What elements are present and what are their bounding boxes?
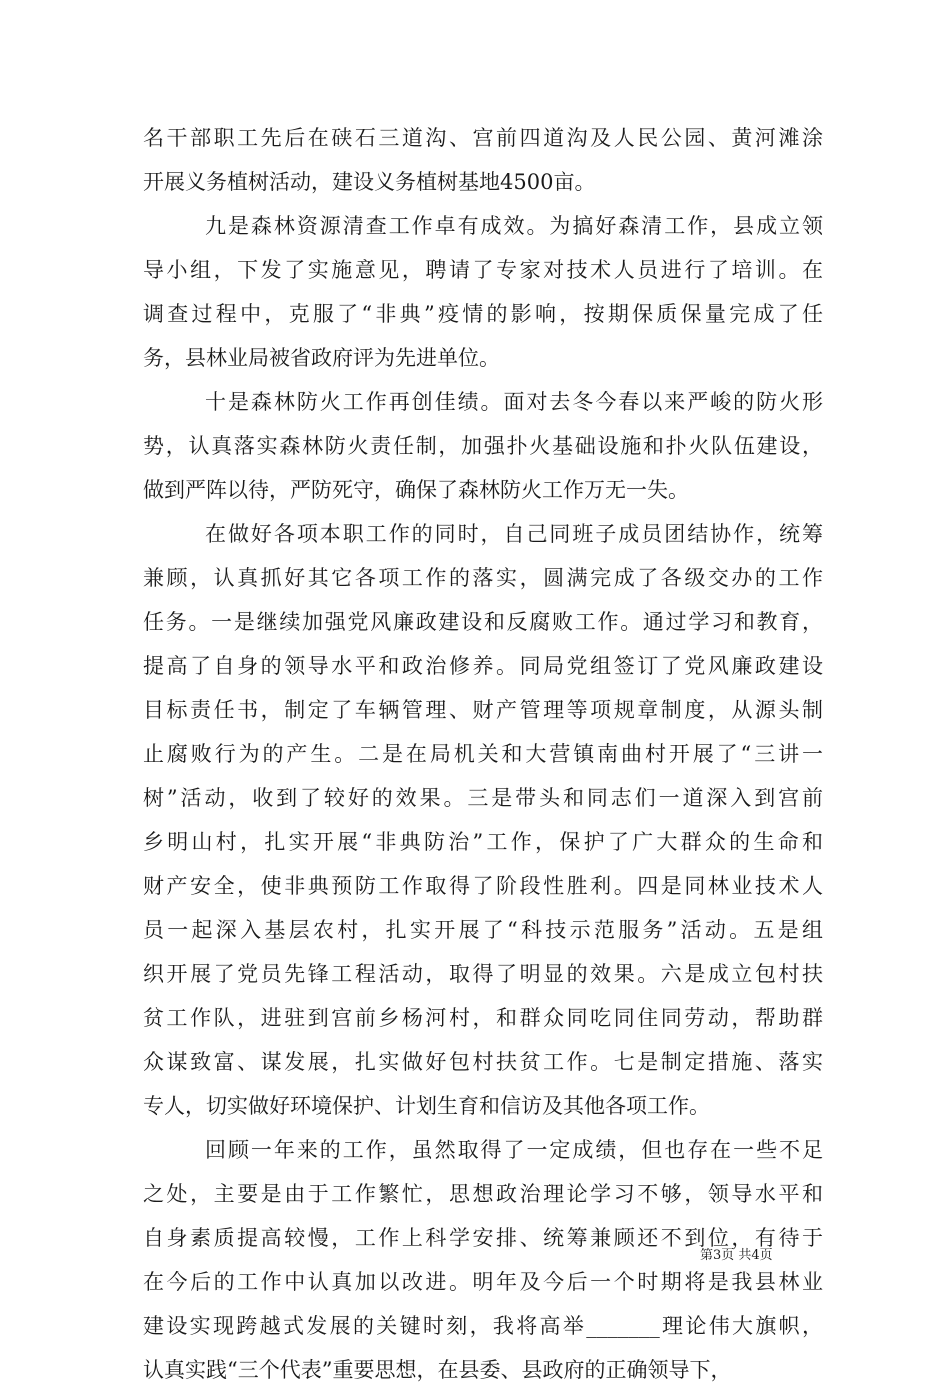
text-line: 建设实现跨越式发展的关键时刻，我将高举_______理论伟大旗帜， <box>143 1314 823 1338</box>
text-line: 在做好各项本职工作的同时，自己同班子成员团结协作，统筹 <box>205 522 823 546</box>
text-line: 目标责任书，制定了车辆管理、财产管理等项规章制度，从源头制 <box>143 698 823 722</box>
text-line: 员一起深入基层农村，扎实开展了“科技示范服务”活动。五是组 <box>143 918 823 942</box>
document-body <box>143 116 823 1392</box>
text-line: 众谋致富、谋发展，扎实做好包村扶贫工作。七是制定措施、落实 <box>143 1050 823 1074</box>
text-line: 贫工作队，进驻到宫前乡杨河村，和群众同吃同住同劳动，帮助群 <box>143 1006 823 1030</box>
text-line: 自身素质提高较慢，工作上科学安排、统筹兼顾还不到位，有待于 <box>143 1226 823 1250</box>
text-line: 势，认真落实森林防火责任制，加强扑火基础设施和扑火队伍建设， <box>143 434 823 458</box>
paragraph <box>143 512 823 1128</box>
text-line: 调查过程中，克服了“非典”疫情的影响，按期保质保量完成了任 <box>143 302 823 326</box>
text-line: 专人，切实做好环境保护、计划生育和信访及其他各项工作。 <box>143 1094 710 1118</box>
text-line: 导小组，下发了实施意见，聘请了专家对技术人员进行了培训。在 <box>143 258 823 282</box>
text-line: 名干部职工先后在硖石三道沟、宫前四道沟及人民公园、黄河滩涂 <box>143 126 823 150</box>
text-line: 提高了自身的领导水平和政治修养。同局党组签订了党风廉政建设 <box>143 654 823 678</box>
text-line: 之处，主要是由于工作繁忙，思想政治理论学习不够，领导水平和 <box>143 1182 823 1206</box>
text-line: 认真实践“三个代表”重要思想，在县委、县政府的正确领导下， <box>143 1358 732 1382</box>
text-line: 织开展了党员先锋工程活动，取得了明显的效果。六是成立包村扶 <box>143 962 823 986</box>
paragraph <box>143 204 823 380</box>
page-number: 第3页 共4页 <box>700 1248 773 1263</box>
text-line: 财产安全，使非典预防工作取得了阶段性胜利。四是同林业技术人 <box>143 874 823 898</box>
text-line: 乡明山村，扎实开展“非典防治”工作，保护了广大群众的生命和 <box>143 830 823 854</box>
text-line: 任务。一是继续加强党风廉政建设和反腐败工作。通过学习和教育， <box>143 610 823 634</box>
paragraph <box>143 116 823 204</box>
text-line: 在今后的工作中认真加以改进。明年及今后一个时期将是我县林业 <box>143 1270 823 1294</box>
text-line: 开展义务植树活动，建设义务植树基地4500亩。 <box>143 170 596 194</box>
text-line: 做到严阵以待，严防死守，确保了森林防火工作万无一失。 <box>143 478 689 502</box>
text-line: 兼顾，认真抓好其它各项工作的落实，圆满完成了各级交办的工作 <box>143 566 823 590</box>
text-line: 务，县林业局被省政府评为先进单位。 <box>143 346 500 370</box>
text-line: 树”活动，收到了较好的效果。三是带头和同志们一道深入到宫前 <box>143 786 823 810</box>
text-line: 回顾一年来的工作，虽然取得了一定成绩，但也存在一些不足 <box>205 1138 823 1162</box>
text-line: 十是森林防火工作再创佳绩。面对去冬今春以来严峻的防火形 <box>205 390 823 414</box>
paragraph <box>143 380 823 512</box>
text-line: 止腐败行为的产生。二是在局机关和大营镇南曲村开展了“三讲一 <box>143 742 823 766</box>
text-line: 九是森林资源清查工作卓有成效。为搞好森清工作，县成立领 <box>205 214 823 238</box>
